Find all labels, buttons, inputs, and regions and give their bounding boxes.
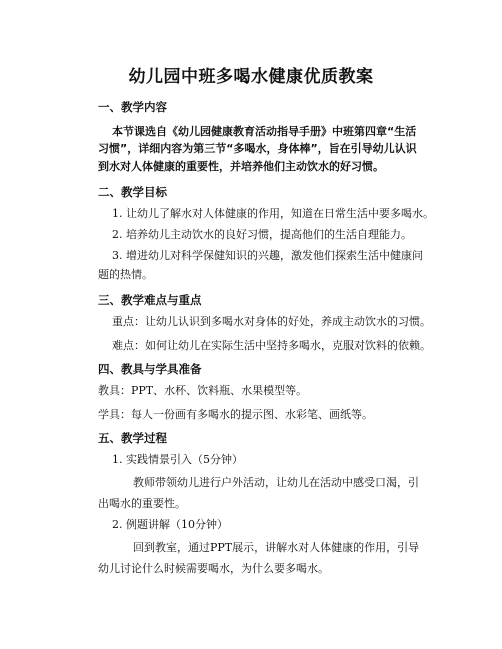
paragraph-line: 本节课选自《幼儿园健康教育活动指导手册》中班第四章“生活 [112,125,417,138]
paragraph-line: 出喝水的重要性。 [98,497,186,510]
section-heading-materials: 四、教具与学具准备 [98,362,202,376]
list-item: 3. 增进幼儿对科学保健知识的兴趣，激发他们探索生活中健康问 [112,249,423,262]
paragraph-line: 学具：每人一份画有多喝水的提示图、水彩笔、画纸等。 [98,408,373,421]
list-item-continuation: 题的热情。 [98,268,153,281]
paragraph-line: 回到教室，通过PPT展示，讲解水对人体健康的作用，引导 [133,541,420,554]
paragraph-line: 到水对人体健康的重要性，并培养他们主动饮水的好习惯。 [98,160,384,173]
list-item: 2. 培养幼儿主动饮水的良好习惯，提高他们的生活自理能力。 [112,228,412,241]
paragraph-line: 难点：如何让幼儿在实际生活中坚持多喝水，克服对饮料的依赖。 [112,339,431,352]
paragraph-line: 幼儿讨论什么时候需要喝水，为什么要多喝水。 [98,562,329,575]
section-heading-keypoints: 三、教学难点与重点 [98,293,202,307]
paragraph-line: 教具：PPT、水杯、饮料瓶、水果模型等。 [98,384,308,397]
list-item: 1. 让幼儿了解水对人体健康的作用，知道在日常生活中要多喝水。 [112,207,434,220]
paragraph-line: 教师带领幼儿进行户外活动，让幼儿在活动中感受口渴，引 [133,476,419,489]
paragraph-line: 重点：让幼儿认识到多喝水对身体的好处，养成主动饮水的习惯。 [112,315,431,328]
section-heading-process: 五、教学过程 [98,431,167,445]
section-heading-content: 一、教学内容 [98,100,167,114]
section-heading-goals: 二、教学目标 [98,185,167,199]
page-title: 幼儿园中班多喝水健康优质教案 [128,67,374,87]
list-item: 1. 实践情景引入（5分钟） [112,453,243,466]
paragraph-line: 习惯”，详细内容为第三节“多喝水，身体棒”，旨在引导幼儿认识 [98,142,417,155]
list-item: 2. 例题讲解（10分钟） [112,518,228,531]
